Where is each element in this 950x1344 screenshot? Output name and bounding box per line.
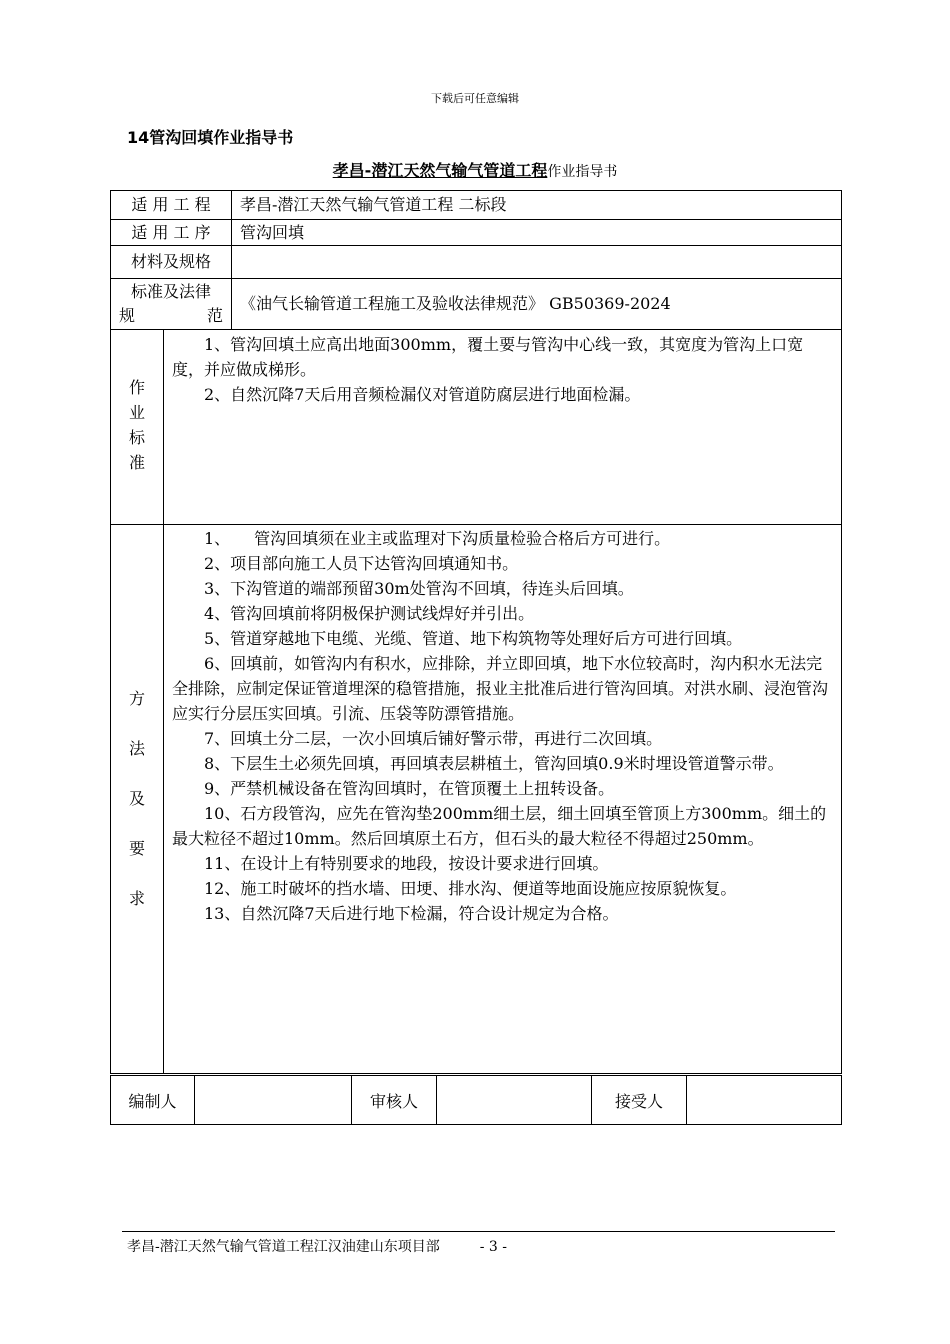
reviewer-field[interactable]	[437, 1076, 592, 1125]
receiver-label: 接受人	[592, 1076, 687, 1125]
work-standard-item: 2、自然沉降7天后用音频检漏仪对管道防腐层进行地面检漏。	[204, 385, 641, 404]
row-process	[111, 220, 842, 246]
doc-title-sub: 作业指导书	[547, 164, 618, 180]
doc-title-main: 孝昌-潜江天然气输气管道工程	[332, 161, 548, 180]
standard-label-line1: 标准及法律	[131, 282, 212, 301]
footer-divider	[122, 1231, 835, 1232]
method-item: 9、严禁机械设备在管沟回填时，在管顶覆土上扭转设备。	[204, 779, 615, 798]
method-item: 4、管沟回填前将阴极保护测试线焊好并引出。	[204, 604, 535, 623]
page-number: - 3 -	[479, 1239, 508, 1255]
method-label: 方 法 及 要 求	[111, 525, 164, 1074]
row-material	[111, 246, 842, 279]
project-value: 孝昌-潜江天然气输气管道工程 二标段	[232, 191, 842, 220]
project-label: 适 用 工 程	[111, 191, 232, 220]
method-item: 3、下沟管道的端部预留30m处管沟不回填，待连头后回填。	[204, 579, 634, 598]
work-standard-content	[164, 330, 842, 525]
method-content	[164, 525, 842, 1074]
section-title: 14管沟回填作业指导书	[127, 128, 294, 147]
work-standard-label: 作 业 标 准	[111, 330, 164, 525]
editor-field[interactable]	[195, 1076, 352, 1125]
method-item: 2、项目部向施工人员下达管沟回填通知书。	[204, 554, 519, 573]
method-item: 7、回填土分二层，一次小回填后铺好警示带，再进行二次回填。	[204, 729, 663, 748]
material-value	[232, 246, 842, 279]
process-label: 适 用 工 序	[111, 220, 232, 246]
process-value: 管沟回填	[232, 220, 842, 246]
work-standard-item: 1、管沟回填土应高出地面300mm，覆土要与管沟中心线一致，其宽度为管沟上口宽度，并应做成梯形。	[172, 335, 804, 379]
reviewer-label: 审核人	[352, 1076, 437, 1125]
receiver-field[interactable]	[687, 1076, 842, 1125]
material-label: 材料及规格	[111, 246, 232, 279]
footer	[127, 1236, 507, 1256]
header-note: 下载后可任意编辑	[431, 92, 519, 105]
signature-row	[111, 1076, 842, 1125]
standard-value: 《油气长输管道工程施工及验收法律规范》 GB50369-2024	[232, 279, 842, 330]
footer-org: 孝昌-潜江天然气输气管道工程江汉油建山东项目部	[127, 1239, 440, 1255]
instruction-table	[110, 190, 842, 1074]
row-work-standard	[111, 330, 842, 525]
method-item: 12、施工时破坏的挡水墙、田埂、排水沟、便道等地面设施应按原貌恢复。	[204, 879, 737, 898]
editor-label: 编制人	[111, 1076, 195, 1125]
method-item: 13、自然沉降7天后进行地下检漏，符合设计规定为合格。	[204, 904, 619, 923]
row-project	[111, 191, 842, 220]
row-standard	[111, 279, 842, 330]
method-item: 5、管道穿越地下电缆、光缆、管道、地下构筑物等处理好后方可进行回填。	[204, 629, 743, 648]
method-item: 6、回填前，如管沟内有积水，应排除，并立即回填，地下水位较高时，沟内积水无法完全排除，应制定保证管道埋深的稳管措施，报业主批准后进行管沟回填。对洪水刷、浸泡管沟应实行分层压实回填。引流、压袋等防漂管措施。	[172, 654, 829, 723]
method-item: 10、石方段管沟，应先在管沟垫200mm细土层，细土回填至管顶上方300mm。细土的最大粒径不超过10mm。然后回填原土石方，但石头的最大粒径不得超过250mm。	[172, 804, 827, 848]
standard-label-line2: 规 范	[119, 306, 224, 325]
method-item: 11、在设计上有特别要求的地段，按设计要求进行回填。	[204, 854, 609, 873]
method-item: 1、 管沟回填须在业主或监理对下沟质量检验合格后方可进行。	[204, 529, 671, 548]
method-item: 8、下层生土必须先回填，再回填表层耕植土，管沟回填0.9米时埋设管道警示带。	[204, 754, 784, 773]
signature-table	[110, 1075, 842, 1125]
standard-label	[111, 279, 232, 330]
doc-title	[0, 158, 950, 181]
row-method	[111, 525, 842, 1074]
